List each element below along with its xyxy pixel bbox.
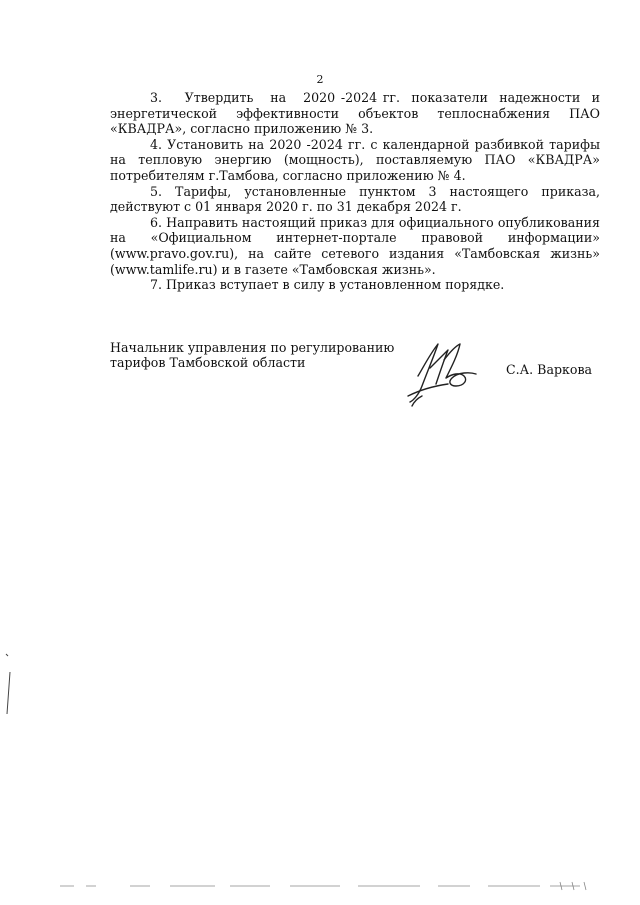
paragraph-item-7: 7. Приказ вступает в силу в установленном порядке. bbox=[150, 277, 505, 293]
paragraph-item-4: 4. Установить на 2020 -2024 гг. с календарной разбивкой тарифы на тепловую энергию (мощность), поставляемую ПАО «КВАДРА» потребителям г.Тамбова, согласно приложению № 4. bbox=[110, 136, 600, 183]
paragraph-item-5: 5. Тарифы, установленные пунктом 3 настоящего приказа, действуют с 01 января 2020 г. по 31 декабря 2024 г. bbox=[110, 183, 600, 215]
scan-artifact-left bbox=[0, 650, 20, 720]
signatory-title bbox=[110, 340, 410, 370]
page-number: 2 bbox=[316, 73, 324, 86]
signature-block bbox=[110, 340, 600, 410]
paragraph-item-3: 3. Утвердить на 2020 -2024 гг. показатели надежности и энергетической эффективности объектов теплоснабжения ПАО «КВАДРА», согласно приложению № 3. bbox=[110, 90, 600, 137]
paragraph-item-6: 6. Направить настоящий приказ для официального опубликования на «Официальном интернет-портале правовой информации» (www.pravo.gov.ru), на сайте сетевого издания «Тамбовская жизнь» (www.tamlife.ru) и в газете «Тамбовская жизнь». bbox=[110, 214, 600, 277]
signatory-title-line-2: тарифов Тамбовской области bbox=[110, 355, 306, 370]
signatory-title-line-1: Начальник управления по регулированию bbox=[110, 340, 395, 355]
scan-artifact-bottom bbox=[40, 880, 600, 892]
order-body bbox=[110, 90, 600, 293]
signatory-name: С.А. Варкова bbox=[506, 362, 593, 377]
handwritten-signature bbox=[400, 336, 500, 410]
